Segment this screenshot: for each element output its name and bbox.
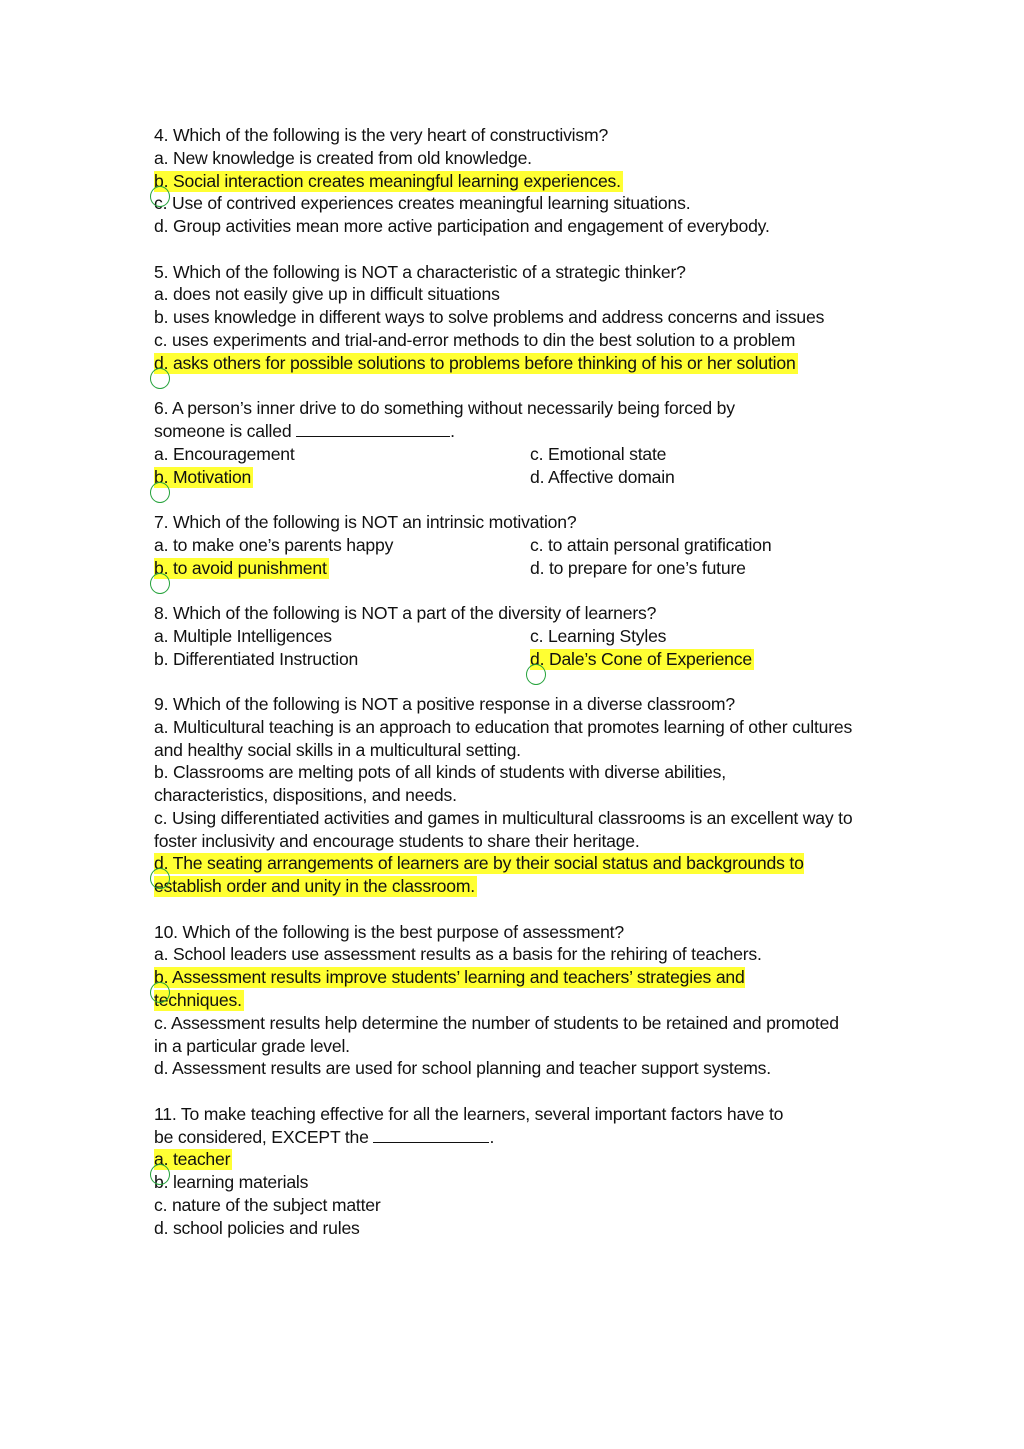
options-grid: [154, 443, 870, 489]
option-c: c. uses experiments and trial-and-error methods to din the best solution to a problem: [154, 329, 796, 350]
answer-option-d: [154, 852, 860, 898]
option-b: b. Classrooms are melting pots of all kinds of students with diverse abilities, characteristics, dispositions, and needs.: [154, 762, 726, 806]
question-8: [154, 602, 870, 670]
question-stem: 10. Which of the following is the best purpose of assessment?: [154, 921, 624, 942]
answer-highlight: [154, 467, 253, 488]
answer-blank: [373, 1126, 489, 1143]
option-text: b. Assessment results improve students’ learning and teachers’ strategies and techniques.: [154, 967, 745, 1011]
option-text: b. Motivation: [154, 466, 252, 487]
option-text: b. to avoid punishment: [154, 557, 327, 578]
option-d: d. school policies and rules: [154, 1217, 360, 1238]
answer-highlight: [154, 171, 623, 192]
option-d: d. to prepare for one’s future: [530, 557, 746, 578]
option-b: b. uses knowledge in different ways to solve problems and address concerns and issues: [154, 307, 825, 328]
option-b: b. learning materials: [154, 1172, 309, 1193]
option-d: d. Group activities mean more active participation and engagement of everybody.: [154, 216, 770, 237]
answer-option-b: [154, 466, 530, 489]
question-stem: 8. Which of the following is NOT a part of the diversity of learners?: [154, 602, 657, 623]
option-a: a. School leaders use assessment results as a basis for the rehiring of teachers.: [154, 944, 762, 965]
option-d: d. Assessment results are used for school planning and teacher support systems.: [154, 1058, 771, 1079]
option-a: a. to make one’s parents happy: [154, 534, 394, 555]
option-c: c. to attain personal gratification: [530, 534, 772, 555]
answer-option-a: [154, 1148, 870, 1171]
answer-option-b: [154, 966, 814, 1012]
answer-highlight: [154, 967, 745, 1011]
answer-highlight: [154, 853, 804, 897]
question-stem: 7. Which of the following is NOT an intrinsic motivation?: [154, 511, 577, 532]
answer-highlight: [530, 649, 754, 670]
question-11: [154, 1103, 870, 1240]
question-9: [154, 693, 870, 898]
option-text: b. Social interaction creates meaningful learning experiences.: [154, 170, 621, 191]
option-c: c. Learning Styles: [530, 625, 667, 646]
question-stem: 5. Which of the following is NOT a characteristic of a strategic thinker?: [154, 261, 686, 282]
option-a: a. Encouragement: [154, 443, 295, 464]
answer-option-b: [154, 170, 870, 193]
option-a: a. does not easily give up in difficult situations: [154, 284, 500, 305]
answer-option-b: [154, 557, 530, 580]
answer-highlight: [154, 558, 329, 579]
question-stem-line-1: 11. To make teaching effective for all the learners, several important factors have to: [154, 1103, 784, 1124]
option-text: d. asks others for possible solutions to problems before thinking of his or her solution: [154, 352, 796, 373]
answer-highlight: [154, 353, 798, 374]
answer-highlight: [154, 1149, 232, 1170]
option-c: c. Using differentiated activities and games in multicultural classrooms is an excellent way to foster inclusivity and encourage students to share their heritage.: [154, 807, 853, 851]
answer-option-d: [154, 352, 870, 375]
option-text: a. teacher: [154, 1149, 231, 1170]
answer-blank: [296, 420, 450, 437]
option-c: c. nature of the subject matter: [154, 1195, 381, 1216]
option-a: a. Multicultural teaching is an approach to education that promotes learning of other cultures and healthy social skills in a multicultural setting.: [154, 716, 853, 760]
option-c: c. Assessment results help determine the number of students to be retained and promoted in a particular grade level.: [154, 1012, 839, 1056]
question-7: [154, 511, 870, 579]
answer-option-d: [530, 648, 870, 671]
question-stem-line-1: 6. A person’s inner drive to do something without necessarily being forced by: [154, 398, 735, 419]
question-5: [154, 261, 870, 375]
option-c: c. Emotional state: [530, 443, 667, 464]
question-10: [154, 921, 870, 1081]
question-stem: 4. Which of the following is the very heart of constructivism?: [154, 125, 609, 145]
option-a: a. New knowledge is created from old knowledge.: [154, 147, 532, 168]
question-stem: 9. Which of the following is NOT a positive response in a diverse classroom?: [154, 693, 735, 714]
question-stem-line-2: be considered, EXCEPT the .: [154, 1126, 495, 1147]
question-stem-line-2: someone is called .: [154, 420, 455, 441]
options-grid: [154, 625, 870, 671]
options-grid: [154, 534, 870, 580]
option-c: c. Use of contrived experiences creates meaningful learning situations.: [154, 193, 691, 214]
quiz-page: [154, 124, 870, 1262]
option-a: a. Multiple Intelligences: [154, 625, 332, 646]
option-text: d. Dale’s Cone of Experience: [530, 648, 752, 669]
question-4: [154, 124, 870, 238]
option-b: b. Differentiated Instruction: [154, 648, 359, 669]
question-6: [154, 397, 870, 488]
option-d: d. Affective domain: [530, 466, 675, 487]
option-text: d. The seating arrangements of learners are by their social status and backgrounds to establish order and unity in the classroom.: [154, 853, 804, 897]
